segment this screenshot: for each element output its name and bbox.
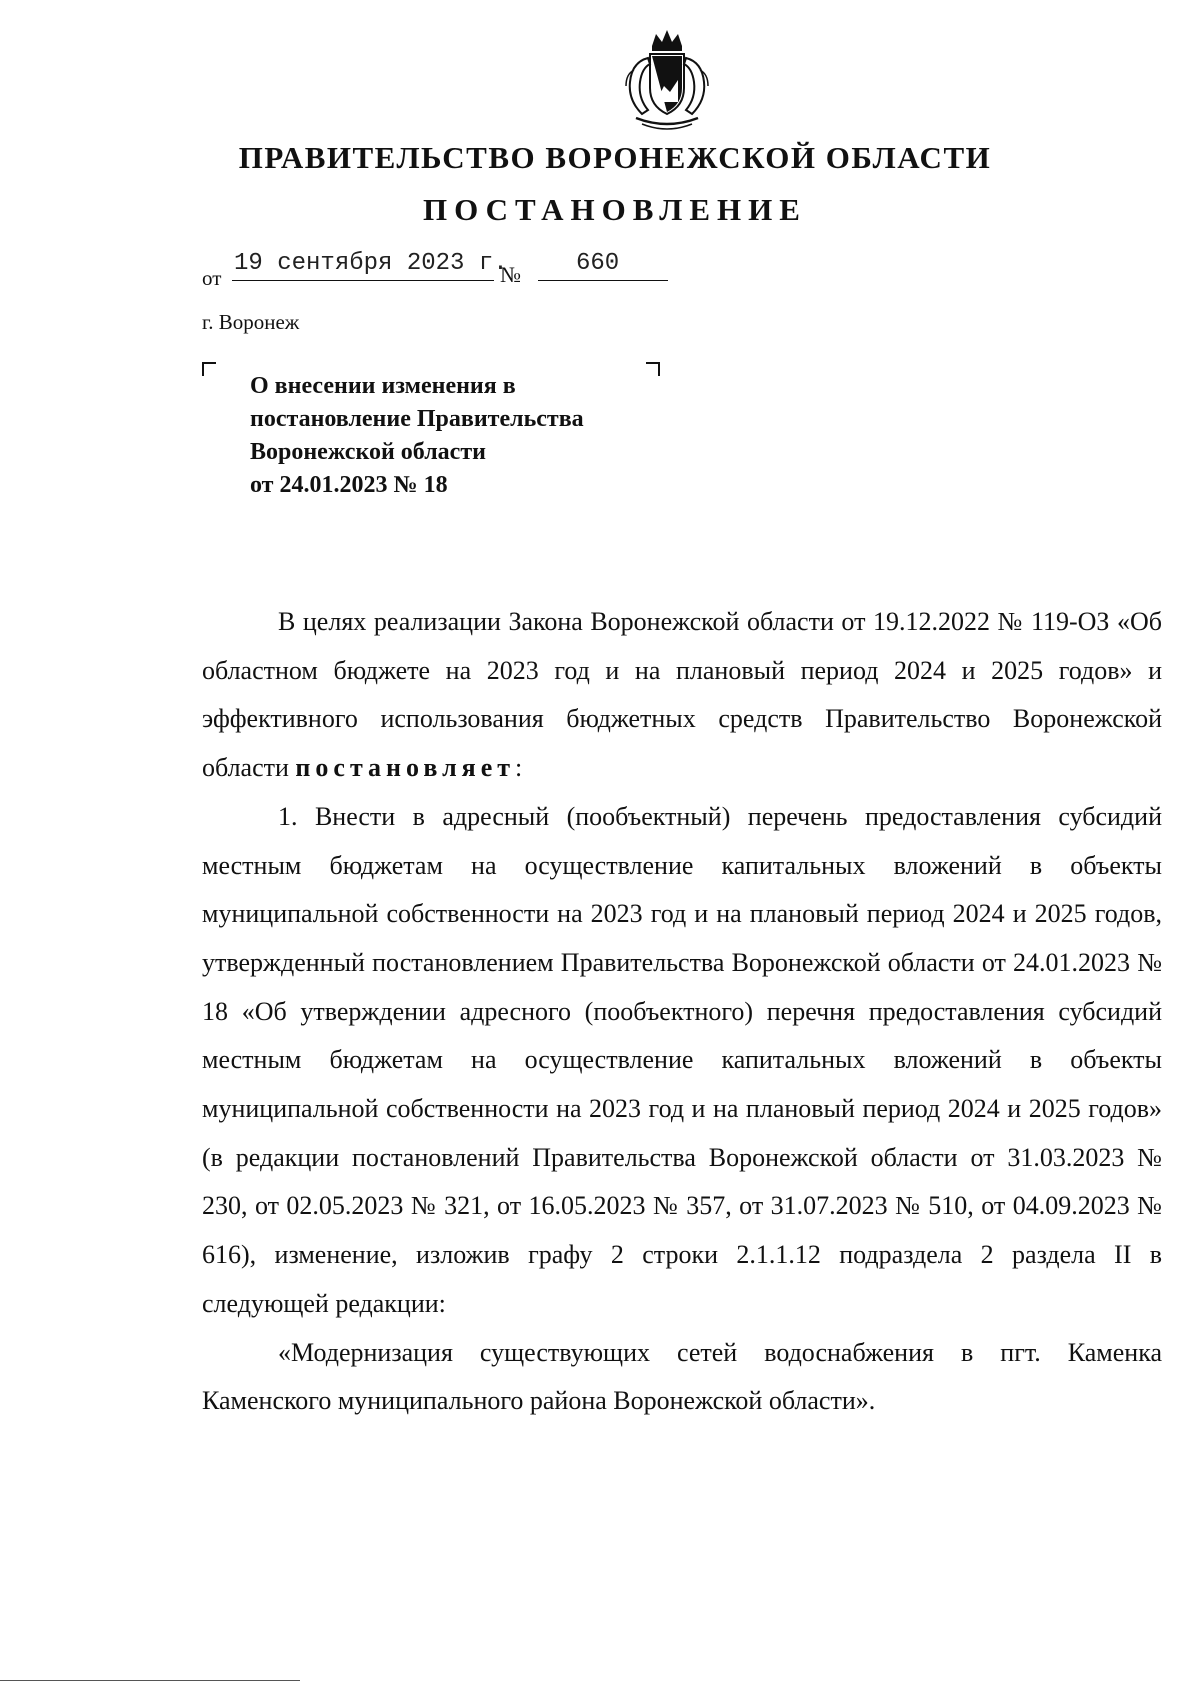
subject-line: О внесении изменения в: [250, 373, 516, 399]
number-label: №: [500, 262, 521, 287]
subject-line: Воронежской области: [250, 439, 486, 465]
number-value: 660: [576, 250, 620, 277]
document-type-title: ПОСТАНОВЛЕНИЕ: [423, 192, 807, 227]
preamble-text: В целях реализации Закона Воронежской области от 19.12.2022 № 119-ОЗ «Об областном бюджете на 2023 год и на плановый период 2024 и 2025 годов» и эффективного использования бюджетных средств Правительство Воронежской области: [202, 607, 1162, 783]
subject-line: постановление Правительства: [250, 406, 584, 432]
city-label: г. Воронеж: [202, 310, 300, 334]
document-body: [202, 598, 1162, 1426]
quote-paragraph: «Модернизация существующих сетей водоснабжения в пгт. Каменка Каменского муниципального района Воронежской области».: [202, 1337, 1162, 1416]
preamble-paragraph: [202, 598, 1162, 793]
item-1-paragraph: 1. Внести в адресный (пообъектный) перечень предоставления субсидий местным бюджетам на осуществление капитальных вложений в объекты муниципальной собственности на 2023 год и на плановый период 2024 и 2025 годов, утвержденный постановлением Правительства Воронежской области от 24.01.2023 № 18 «Об утверждении адресного (пообъектного) перечня предоставления субсидий местным бюджетам на осуществление капитальных вложений в объекты муниципальной собственности на 2023 год и на плановый период 2024 и 2025 годов» (в редакции постановлений Правительства Воронежской области от 31.03.2023 № 230, от 02.05.2023 № 321, от 16.05.2023 № 357, от 31.07.2023 № 510, от 04.09.2023 № 616), изменение, изложив графу 2 строки 2.1.1.12 подраздела 2 раздела II в следующей редакции:: [202, 801, 1162, 1318]
date-underline: [232, 280, 494, 281]
organization-title: ПРАВИТЕЛЬСТВО ВОРОНЕЖСКОЙ ОБЛАСТИ: [238, 140, 992, 175]
coat-of-arms-icon: [612, 26, 722, 136]
date-label: от: [202, 266, 222, 290]
date-value: 19 сентября 2023 г.: [234, 250, 508, 277]
document-subject: [250, 370, 670, 502]
date-number-row: [202, 246, 682, 290]
number-underline: [538, 280, 668, 281]
subject-corner-left: [202, 362, 216, 376]
bottom-rule: [0, 1680, 300, 1681]
subject-line: от 24.01.2023 № 18: [250, 472, 448, 498]
decree-word: постановляет: [295, 753, 516, 783]
decree-colon: :: [515, 753, 523, 783]
